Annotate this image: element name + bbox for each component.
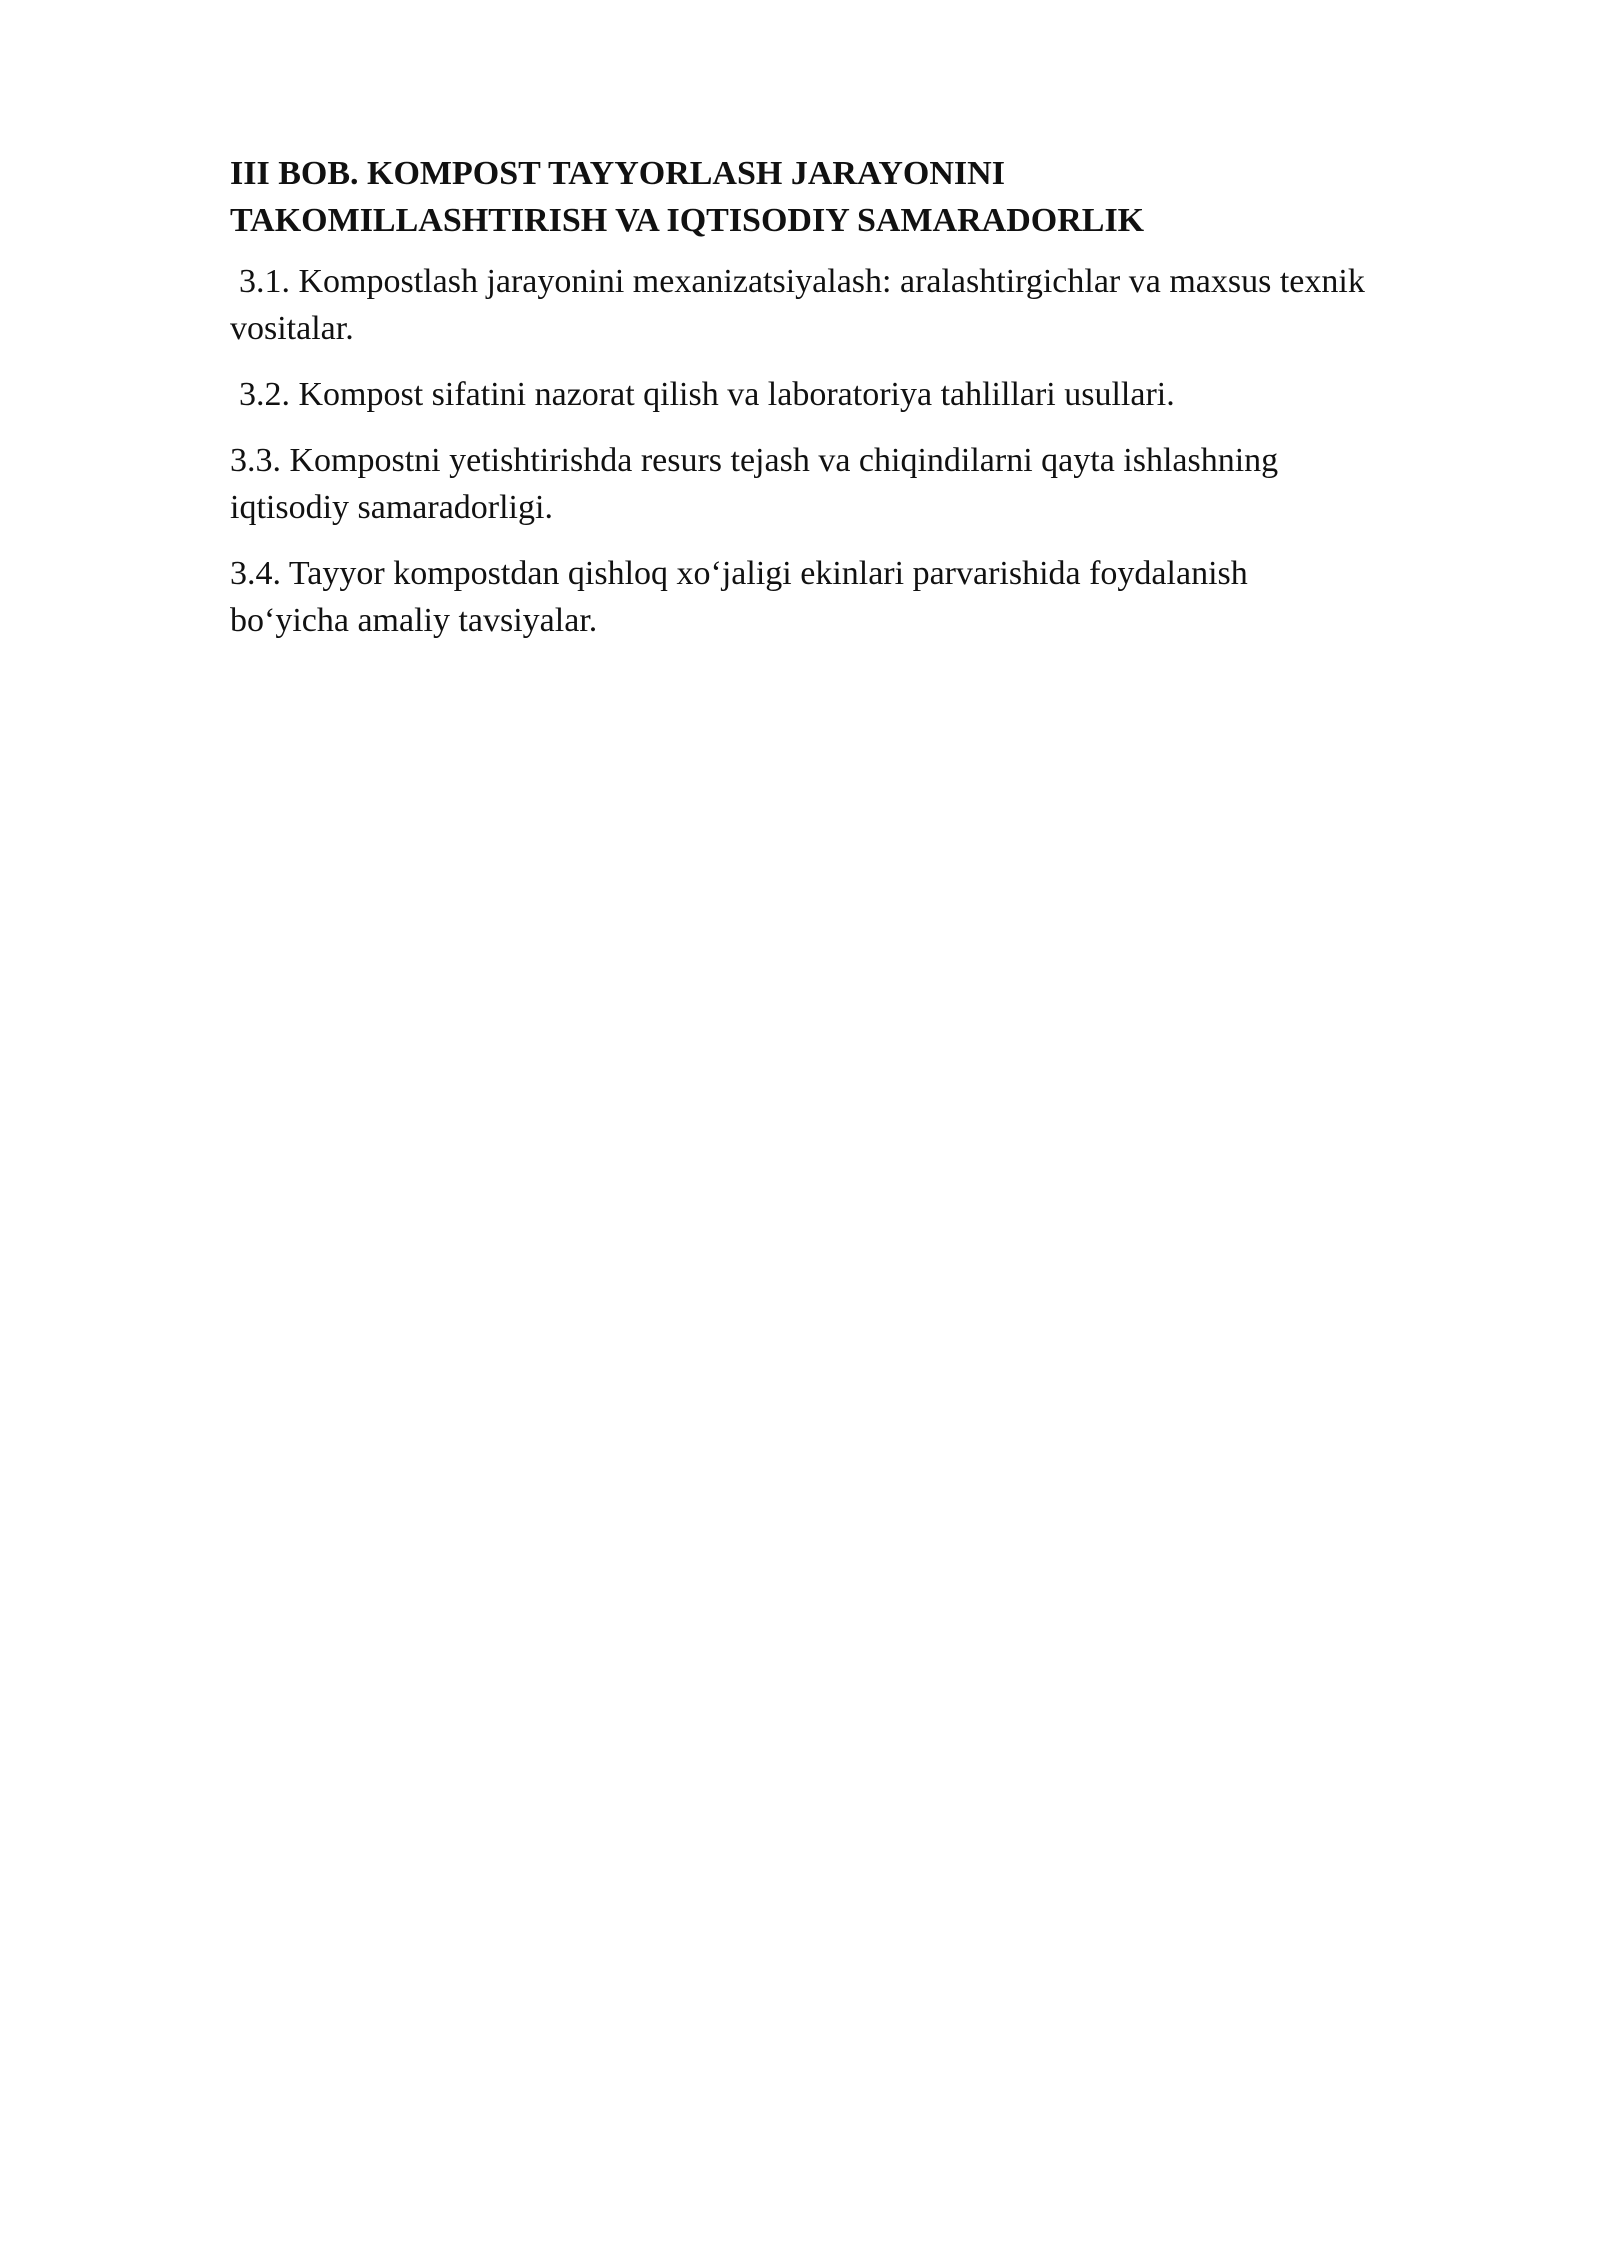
section-3-3-line-2: iqtisodiy samaradorligi. xyxy=(230,489,553,526)
section-3-3 xyxy=(230,437,1500,531)
section-3-4-line-1: 3.4. Tayyor kompostdan qishloq xo‘jaligi ekinlari parvarishida foydalanish xyxy=(230,555,1248,592)
chapter-title-line-2: TAKOMILLASHTIRISH VA IQTISODIY SAMARADORLIK xyxy=(230,202,1145,239)
section-3-4-line-2: bo‘yicha amaliy tavsiyalar. xyxy=(230,602,598,639)
chapter-title xyxy=(230,150,1500,244)
section-3-1-line-2: vositalar. xyxy=(230,310,354,347)
section-3-2-line-1: 3.2. Kompost sifatini nazorat qilish va laboratoriya tahlillari usullari. xyxy=(239,376,1175,413)
section-3-1-line-1: 3.1. Kompostlash jarayonini mexanizatsiyalash: aralashtirgichlar va maxsus texnik xyxy=(239,263,1365,300)
document-content xyxy=(230,150,1500,663)
section-3-4 xyxy=(230,550,1500,644)
chapter-title-line-1: III BOB. KOMPOST TAYYORLASH JARAYONINI xyxy=(230,155,1005,192)
section-3-3-line-1: 3.3. Kompostni yetishtirishda resurs tejash va chiqindilarni qayta ishlashning xyxy=(230,442,1279,479)
section-3-1 xyxy=(230,258,1500,352)
section-3-2 xyxy=(230,371,1500,418)
